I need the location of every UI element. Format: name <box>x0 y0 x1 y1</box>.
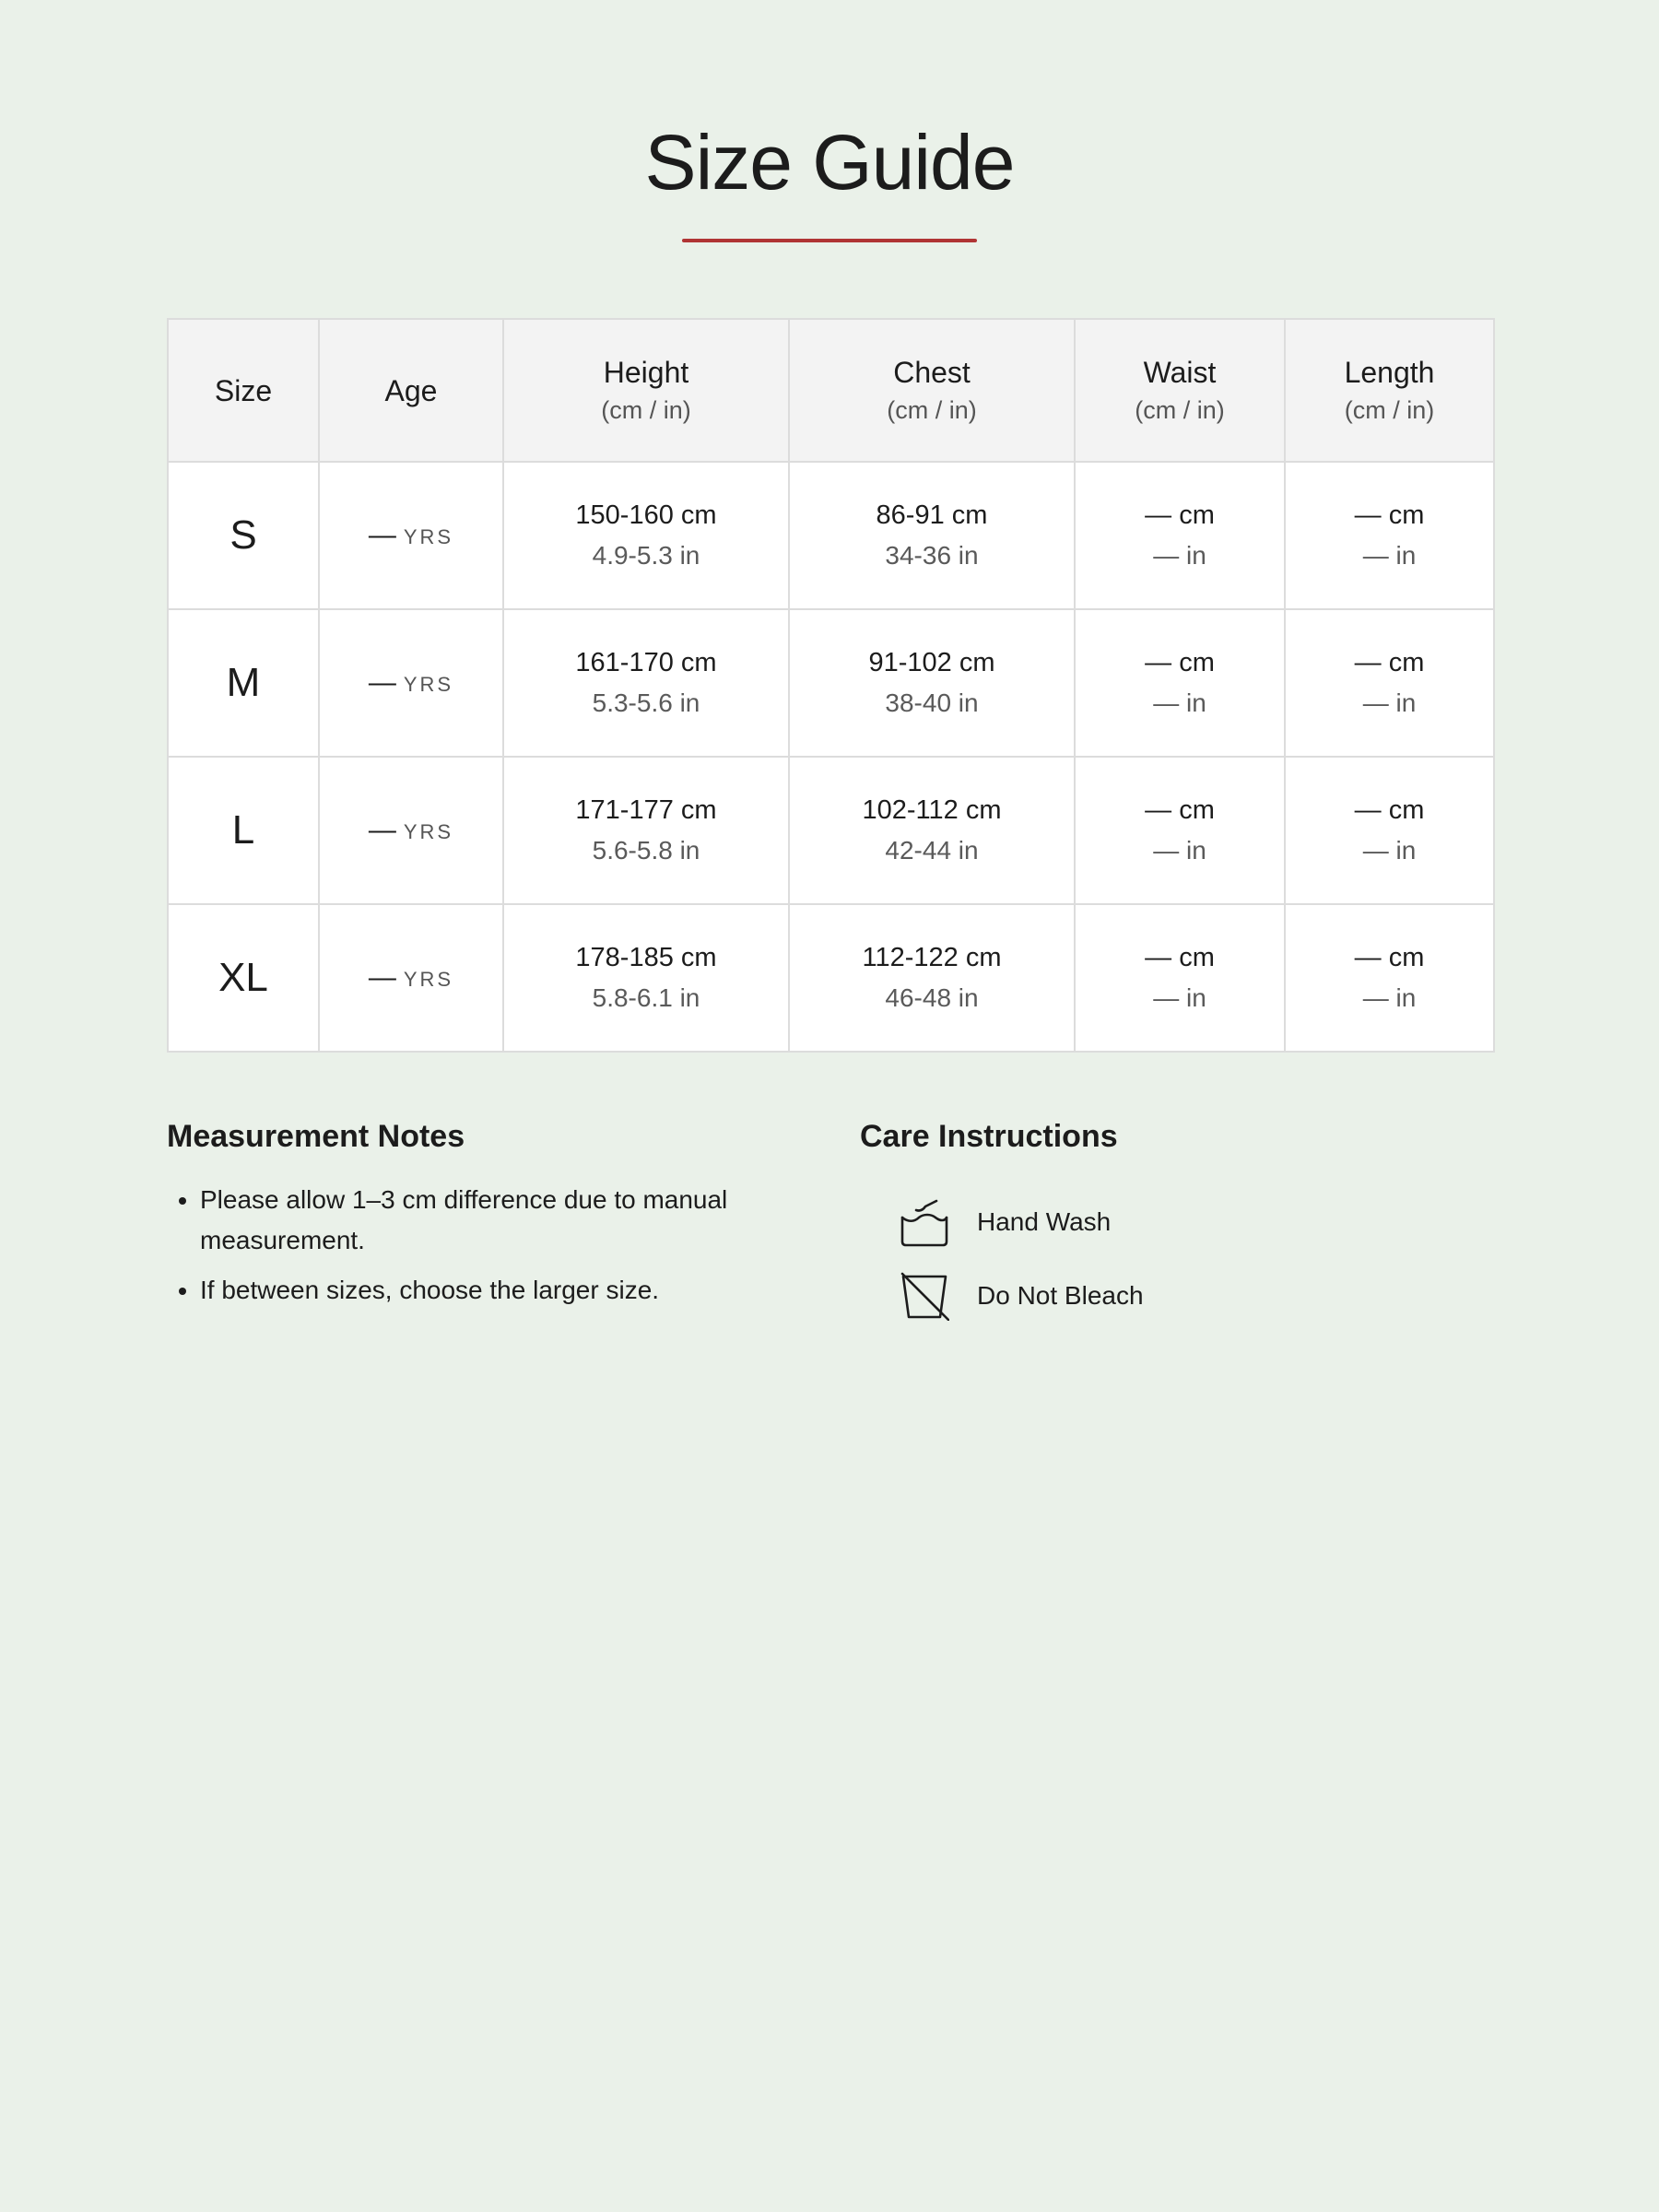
chest-cell <box>789 757 1075 904</box>
care-item-do-not-bleach <box>860 1268 1413 1324</box>
age-unit: YRS <box>403 673 454 696</box>
waist-in: — in <box>1153 541 1206 570</box>
size-letter: S <box>229 512 257 558</box>
table-row <box>168 609 1494 757</box>
age-value: — <box>368 520 396 550</box>
length-cell <box>1285 904 1494 1052</box>
notes-title: Measurement Notes <box>167 1119 465 1154</box>
length-cm: — cm <box>1354 648 1425 677</box>
waist-cm: — cm <box>1145 943 1215 972</box>
chest-cm: 86-91 cm <box>876 500 988 530</box>
length-in: — in <box>1362 688 1417 717</box>
age-cell <box>319 462 503 609</box>
size-letter: M <box>226 660 261 705</box>
waist-cell <box>1075 904 1285 1052</box>
length-in: — in <box>1362 983 1417 1012</box>
length-cm: — cm <box>1354 500 1425 530</box>
length-cell <box>1285 609 1494 757</box>
chest-cm: 112-122 cm <box>862 943 1002 972</box>
age-unit: YRS <box>403 968 454 991</box>
care-label: Hand Wash <box>977 1207 1112 1236</box>
height-in: 4.9-5.3 in <box>592 541 700 570</box>
header-label: Age <box>384 373 438 407</box>
header-waist <box>1075 319 1285 462</box>
length-cm: — cm <box>1354 943 1425 972</box>
height-in: 5.8-6.1 in <box>592 983 700 1012</box>
notes-list <box>167 1180 812 1311</box>
header-unit: (cm / in) <box>601 395 691 424</box>
height-cell <box>503 904 789 1052</box>
height-cell <box>503 609 789 757</box>
height-cm: 171-177 cm <box>575 795 717 825</box>
table-row <box>168 757 1494 904</box>
age-cell <box>319 757 503 904</box>
length-in: — in <box>1362 836 1417 865</box>
table-row <box>168 904 1494 1052</box>
chest-cell <box>789 462 1075 609</box>
table-header-row <box>168 319 1494 462</box>
chest-cell <box>789 904 1075 1052</box>
age-cell <box>319 904 503 1052</box>
waist-cm: — cm <box>1145 795 1215 825</box>
waist-cell <box>1075 609 1285 757</box>
age-cell <box>319 609 503 757</box>
header-label: Waist <box>1143 355 1217 389</box>
title-divider <box>682 239 977 242</box>
size-cell <box>168 609 319 757</box>
header-age <box>319 319 503 462</box>
height-cm: 161-170 cm <box>575 648 717 677</box>
age-value: — <box>368 815 396 845</box>
list-item: • If between sizes, choose the larger size. <box>200 1270 812 1311</box>
header-unit: (cm / in) <box>887 395 977 424</box>
chest-cm: 91-102 cm <box>868 648 995 677</box>
length-cell <box>1285 462 1494 609</box>
do-not-bleach-icon <box>900 1271 949 1321</box>
page-title: Size Guide <box>644 119 1015 206</box>
chest-in: 38-40 in <box>885 688 979 717</box>
list-item: • Please allow 1–3 cm difference due to manual measurement. <box>200 1180 812 1261</box>
header-height <box>503 319 789 462</box>
length-cm: — cm <box>1354 795 1425 825</box>
header-size <box>168 319 319 462</box>
measurement-notes <box>167 1113 812 1320</box>
header-unit: (cm / in) <box>1135 395 1225 424</box>
care-label: Do Not Bleach <box>977 1281 1144 1310</box>
care-item-hand-wash <box>860 1194 1413 1250</box>
chest-in: 46-48 in <box>885 983 979 1012</box>
height-in: 5.3-5.6 in <box>592 688 700 717</box>
size-letter: XL <box>218 955 268 1000</box>
chest-in: 34-36 in <box>885 541 979 570</box>
size-cell <box>168 757 319 904</box>
height-cell <box>503 462 789 609</box>
care-instructions <box>860 1113 1413 1324</box>
chest-cm: 102-112 cm <box>862 795 1002 825</box>
header-label: Height <box>603 355 689 389</box>
size-table <box>167 318 1495 1053</box>
waist-cell <box>1075 757 1285 904</box>
header-label: Chest <box>893 355 971 389</box>
waist-in: — in <box>1153 836 1206 865</box>
height-cm: 178-185 cm <box>575 943 717 972</box>
waist-in: — in <box>1153 983 1206 1012</box>
age-unit: YRS <box>403 820 454 843</box>
waist-cell <box>1075 462 1285 609</box>
header-length <box>1285 319 1494 462</box>
table-row <box>168 462 1494 609</box>
header-unit: (cm / in) <box>1344 395 1435 424</box>
size-cell <box>168 462 319 609</box>
care-title: Care Instructions <box>860 1119 1118 1154</box>
waist-cm: — cm <box>1145 500 1215 530</box>
height-in: 5.6-5.8 in <box>592 836 700 865</box>
height-cm: 150-160 cm <box>575 500 717 530</box>
header-label: Length <box>1344 355 1435 389</box>
size-letter: L <box>231 807 255 853</box>
length-cell <box>1285 757 1494 904</box>
age-value: — <box>368 667 396 698</box>
size-cell <box>168 904 319 1052</box>
chest-cell <box>789 609 1075 757</box>
header-label: Size <box>214 373 273 407</box>
hand-wash-icon <box>900 1197 949 1247</box>
length-in: — in <box>1362 541 1417 570</box>
waist-cm: — cm <box>1145 648 1215 677</box>
chest-in: 42-44 in <box>885 836 979 865</box>
age-value: — <box>368 962 396 993</box>
header-chest <box>789 319 1075 462</box>
height-cell <box>503 757 789 904</box>
age-unit: YRS <box>403 525 454 548</box>
waist-in: — in <box>1153 688 1206 717</box>
